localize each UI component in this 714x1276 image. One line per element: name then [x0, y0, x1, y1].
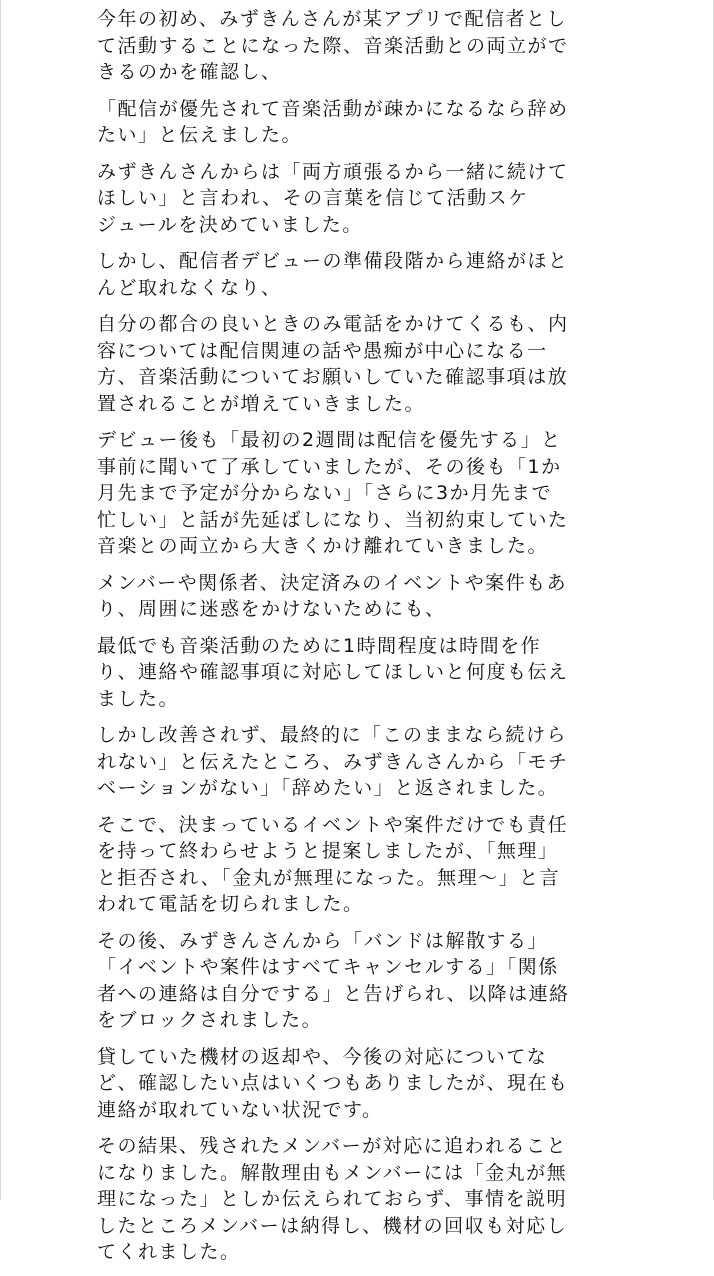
- statement-text: [97, 6, 629, 1276]
- text-line: り、連絡や確認事項に対応してほしいと何度も伝え: [97, 661, 569, 683]
- text-line: きるのかを確認し、: [97, 61, 282, 83]
- text-line: 事前に聞いて了承していましたが、その後も「1か: [97, 455, 562, 478]
- paragraph: [97, 427, 629, 560]
- text-line: と拒否され、「金丸が無理になった。無理〜」と言: [97, 866, 561, 889]
- text-line: れない」と伝えたところ、みずきんさんから「モチ: [97, 750, 569, 773]
- text-line: われて電話を切られました。: [97, 893, 364, 915]
- text-line: ど、確認したい点はいくつもありましたが、現在も: [97, 1072, 569, 1094]
- text-line: ジュールを決めていました。: [97, 213, 363, 236]
- text-line: みずきんさんからは「両方頑張るから一緒に続けて: [97, 160, 569, 183]
- text-line: 音楽との両立から大きくかけ離れていきました。: [97, 535, 549, 557]
- text-line: り、周囲に迷惑をかけないためにも、: [97, 598, 446, 620]
- text-line: てくれました。: [97, 1241, 241, 1263]
- paragraph: [97, 311, 629, 417]
- text-line: しかし改善されず、最終的に「このままなら続けら: [97, 724, 567, 746]
- text-line: 最低でも音楽活動のために1時間程度は時間を作: [97, 634, 542, 657]
- paragraph: [97, 570, 629, 623]
- text-line: 自分の都合の良いときのみ電話をかけてくるも、内: [97, 313, 569, 335]
- paragraph: [97, 248, 629, 301]
- text-line: になりました。解散理由もメンバーには「金丸が無: [97, 1161, 568, 1184]
- text-line: 貸していた機材の返却や、今後の対応についてな: [97, 1045, 548, 1068]
- paragraph: [97, 6, 629, 86]
- paragraph: [97, 633, 629, 713]
- text-line: ほしい」と言われ、その言葉を信じて活動スケ: [97, 187, 529, 209]
- text-line: 月先まで予定が分からない」「さらに3か月先まで: [97, 482, 553, 504]
- text-line: その結果、残されたメンバーが対応に追われること: [97, 1135, 568, 1157]
- text-line: 置されることが増えていきました。: [97, 392, 426, 415]
- text-line: て活動することになった際、音楽活動との両立がで: [97, 34, 569, 57]
- paragraph: [97, 928, 629, 1034]
- text-line: ました。: [97, 687, 180, 710]
- text-line: 容については配信関連の話や愚痴が中心になる一: [97, 339, 548, 362]
- text-line: たい」と伝えました。: [97, 124, 303, 146]
- text-line: 者への連絡は自分でする」と告げられ、以降は連絡: [97, 982, 570, 1005]
- paragraph: [97, 159, 629, 239]
- text-line: を持って終わらせようと提案しましたが、「無理」: [97, 840, 559, 862]
- paragraph: [97, 96, 629, 149]
- text-line: ベーションがない」「辞めたい」と返されました。: [97, 777, 559, 799]
- text-line: その後、みずきんさんから「バンドは解散する」: [97, 929, 549, 952]
- text-line: メンバーや関係者、決定済みのイベントや案件もあ: [97, 571, 568, 594]
- text-line: そこで、決まっているイベントや案件だけでも責任: [97, 813, 569, 836]
- text-line: したところメンバーは納得し、機材の回収も対応し: [97, 1214, 568, 1237]
- text-line: 理になった」としか伝えられておらず、事情を説明: [97, 1188, 567, 1210]
- text-line: 「配信が優先されて音楽活動が疎かになるなら辞め: [97, 97, 569, 120]
- text-line: をブロックされました。: [97, 1009, 323, 1031]
- text-line: 「イベントや案件はすべてキャンセルする」「関係: [97, 956, 559, 978]
- text-line: んど取れなくなり、: [97, 276, 282, 299]
- text-line: しかし、配信者デビューの準備段階から連絡がほと: [97, 250, 569, 272]
- paragraph: [97, 1133, 629, 1266]
- paragraph: [97, 1044, 629, 1124]
- paragraph: [97, 722, 629, 802]
- text-line: 連絡が取れていない状況です。: [97, 1098, 383, 1121]
- text-line: 今年の初め、みずきんさんが某アプリで配信者とし: [97, 8, 567, 30]
- paragraph: [97, 812, 629, 918]
- text-line: 方、音楽活動についてお願いしていた確認事項は放: [97, 366, 569, 388]
- text-line: 忙しい」と話が先延ばしになり、当初約束していた: [97, 508, 569, 531]
- text-line: デビュー後も「最初の2週間は配信を優先する」と: [97, 429, 562, 451]
